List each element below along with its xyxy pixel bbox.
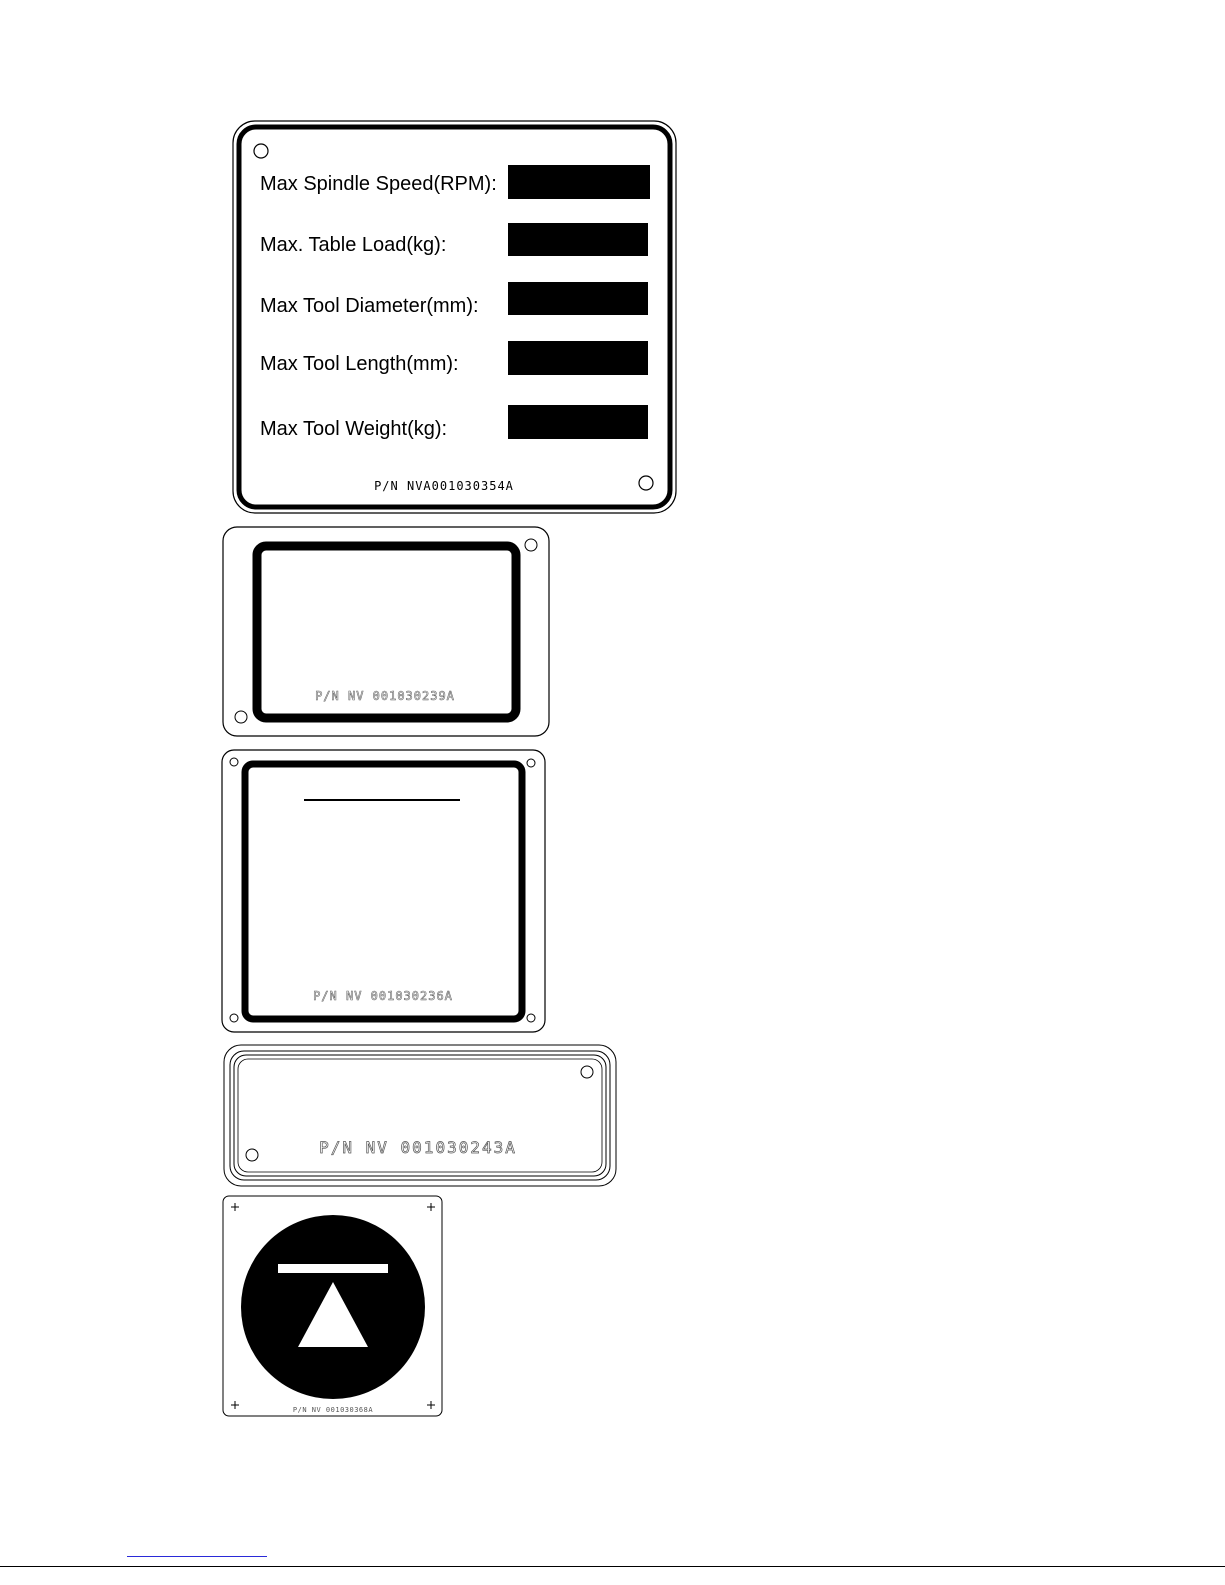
spec-label-tool-length: Max Tool Length(mm):	[260, 353, 459, 375]
mounting-hole	[581, 1066, 593, 1078]
part-number: P/N NV 001030236A	[313, 989, 453, 1003]
blank-plate-243	[222, 1043, 618, 1189]
part-number: P/N NVA001030354A	[374, 479, 514, 493]
mounting-hole	[527, 1014, 535, 1022]
footnote-link-rule	[127, 1556, 267, 1557]
spec-value-box	[508, 282, 648, 315]
spec-plate	[230, 118, 680, 518]
mounting-hole	[230, 758, 238, 766]
mounting-hole	[639, 476, 653, 490]
page-bottom-rule	[0, 1566, 1225, 1567]
spec-value-box	[508, 223, 648, 256]
spec-label-table-load: Max. Table Load(kg):	[260, 234, 447, 256]
mounting-hole	[246, 1149, 258, 1161]
spec-label-spindle-speed: Max Spindle Speed(RPM):	[260, 173, 497, 195]
part-number: P/N NV 001030239A	[315, 689, 455, 703]
mounting-hole	[230, 1014, 238, 1022]
mounting-hole	[235, 711, 247, 723]
spec-value-box	[508, 405, 648, 439]
spec-label-tool-diameter: Max Tool Diameter(mm):	[260, 295, 479, 317]
mounting-hole	[254, 144, 268, 158]
part-number: P/N NV 001030368A	[292, 1406, 374, 1414]
blank-plate-239	[220, 525, 552, 740]
blank-plate-236	[220, 748, 548, 1035]
part-number: P/N NV 001030243A	[319, 1138, 517, 1157]
symbol-plate-368	[221, 1194, 445, 1419]
spec-value-box	[508, 341, 648, 375]
spec-value-box	[508, 165, 650, 199]
balance-bar-icon	[278, 1264, 388, 1273]
mounting-hole	[525, 539, 537, 551]
mounting-hole	[527, 759, 535, 767]
spec-label-tool-weight: Max Tool Weight(kg):	[260, 418, 448, 440]
